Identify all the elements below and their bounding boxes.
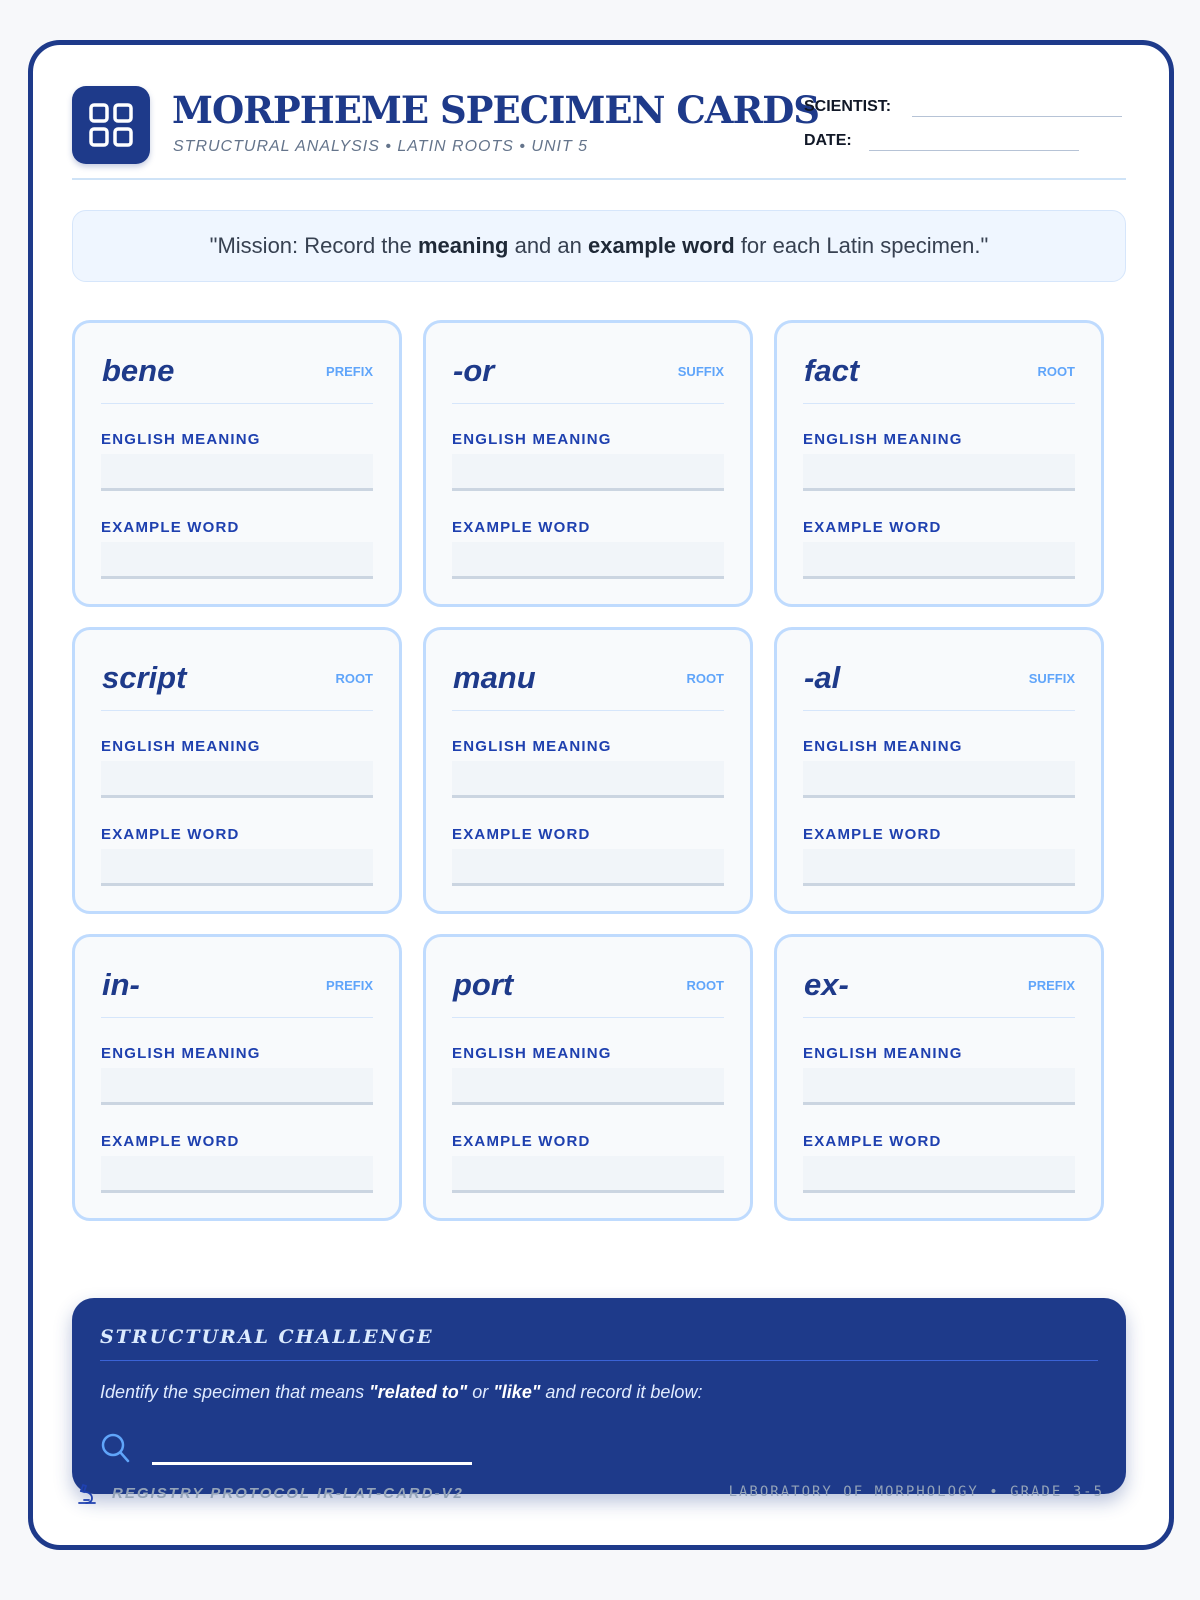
card-divider [452,710,724,711]
example-word-label: EXAMPLE WORD [803,826,942,843]
english-meaning-label: ENGLISH MEANING [101,738,261,755]
structural-challenge-panel [72,1298,1126,1494]
example-word-label: EXAMPLE WORD [101,826,240,843]
specimen-card [72,320,402,607]
challenge-text: Identify the specimen that means [100,1382,370,1402]
challenge-bold-related: "related to" [369,1382,468,1402]
example-word-field[interactable] [101,542,373,579]
mission-text: "Mission: Record the [209,233,418,258]
morpheme-name: in- [102,967,140,1002]
challenge-text-end: and record it below: [540,1382,703,1402]
example-word-label: EXAMPLE WORD [101,1133,240,1150]
english-meaning-label: ENGLISH MEANING [803,431,963,448]
card-divider [452,1017,724,1018]
example-word-field[interactable] [452,849,724,886]
example-word-label: EXAMPLE WORD [803,1133,942,1150]
example-word-label: EXAMPLE WORD [803,519,942,536]
example-word-field[interactable] [101,849,373,886]
morpheme-name: -al [804,660,841,695]
specimen-card [774,627,1104,914]
morpheme-type-badge: ROOT [686,978,724,993]
morpheme-name: fact [804,353,860,388]
specimen-card [774,934,1104,1221]
english-meaning-field[interactable] [101,454,373,491]
morpheme-name: ex- [804,967,849,1002]
card-divider [452,403,724,404]
card-divider [101,710,373,711]
challenge-text-or: or [467,1382,494,1402]
card-divider [803,710,1075,711]
page-title: MORPHEME SPECIMEN CARDS [172,88,820,132]
footer-lab: LABORATORY OF MORPHOLOGY • GRADE 3-5 [728,1484,1104,1500]
morpheme-type-badge: ROOT [1037,364,1075,379]
english-meaning-field[interactable] [803,454,1075,491]
morpheme-type-badge: SUFFIX [1028,671,1075,686]
morpheme-type-badge: PREFIX [1028,978,1075,993]
english-meaning-field[interactable] [803,761,1075,798]
morpheme-name: port [453,967,514,1002]
example-word-field[interactable] [803,1156,1075,1193]
grid-logo-icon [72,86,150,164]
challenge-prompt [100,1382,702,1403]
morpheme-type-badge: ROOT [686,671,724,686]
example-word-label: EXAMPLE WORD [101,519,240,536]
card-divider [803,403,1075,404]
english-meaning-label: ENGLISH MEANING [101,431,261,448]
morpheme-type-badge: SUFFIX [677,364,724,379]
morpheme-type-badge: PREFIX [326,978,373,993]
card-divider [101,1017,373,1018]
date-field[interactable] [869,150,1079,151]
english-meaning-label: ENGLISH MEANING [101,1045,261,1062]
example-word-label: EXAMPLE WORD [452,519,591,536]
english-meaning-label: ENGLISH MEANING [803,738,963,755]
english-meaning-label: ENGLISH MEANING [452,1045,612,1062]
mission-bold-example: example word [587,233,735,258]
scientist-label: SCIENTIST: [804,98,892,115]
specimen-card [423,934,753,1221]
challenge-answer-field[interactable] [152,1462,472,1465]
challenge-divider [100,1360,1098,1361]
english-meaning-field[interactable] [452,454,724,491]
date-label: DATE: [804,132,852,149]
page-subtitle: STRUCTURAL ANALYSIS • LATIN ROOTS • UNIT 5 [173,138,589,155]
english-meaning-field[interactable] [452,1068,724,1105]
english-meaning-field[interactable] [101,761,373,798]
search-icon [100,1432,130,1469]
mission-text-end: for each Latin specimen." [734,233,989,258]
morpheme-name: manu [453,660,536,695]
english-meaning-label: ENGLISH MEANING [452,738,612,755]
specimen-card [423,627,753,914]
english-meaning-label: ENGLISH MEANING [452,431,612,448]
microscope-icon [75,1482,99,1511]
challenge-bold-like: "like" [493,1382,541,1402]
morpheme-type-badge: PREFIX [326,364,373,379]
example-word-field[interactable] [101,1156,373,1193]
example-word-field[interactable] [452,542,724,579]
worksheet-header [72,82,1126,180]
example-word-label: EXAMPLE WORD [452,1133,591,1150]
card-divider [803,1017,1075,1018]
morpheme-name: bene [102,353,175,388]
mission-bold-meaning: meaning [418,233,509,258]
mission-banner [72,210,1126,282]
morpheme-name: -or [453,353,495,388]
example-word-label: EXAMPLE WORD [452,826,591,843]
morpheme-type-badge: ROOT [335,671,373,686]
example-word-field[interactable] [452,1156,724,1193]
english-meaning-label: ENGLISH MEANING [803,1045,963,1062]
mission-text-middle: and an [508,233,588,258]
specimen-card [72,627,402,914]
morpheme-name: script [102,660,187,695]
specimen-card [72,934,402,1221]
example-word-field[interactable] [803,849,1075,886]
specimen-card [774,320,1104,607]
english-meaning-field[interactable] [452,761,724,798]
challenge-title: STRUCTURAL CHALLENGE [100,1326,434,1348]
english-meaning-field[interactable] [101,1068,373,1105]
english-meaning-field[interactable] [803,1068,1075,1105]
specimen-card [423,320,753,607]
scientist-field[interactable] [912,116,1122,117]
footer-protocol: REGISTRY PROTOCOL IR-LAT-CARD-V2 [112,1485,464,1502]
example-word-field[interactable] [803,542,1075,579]
card-divider [101,403,373,404]
